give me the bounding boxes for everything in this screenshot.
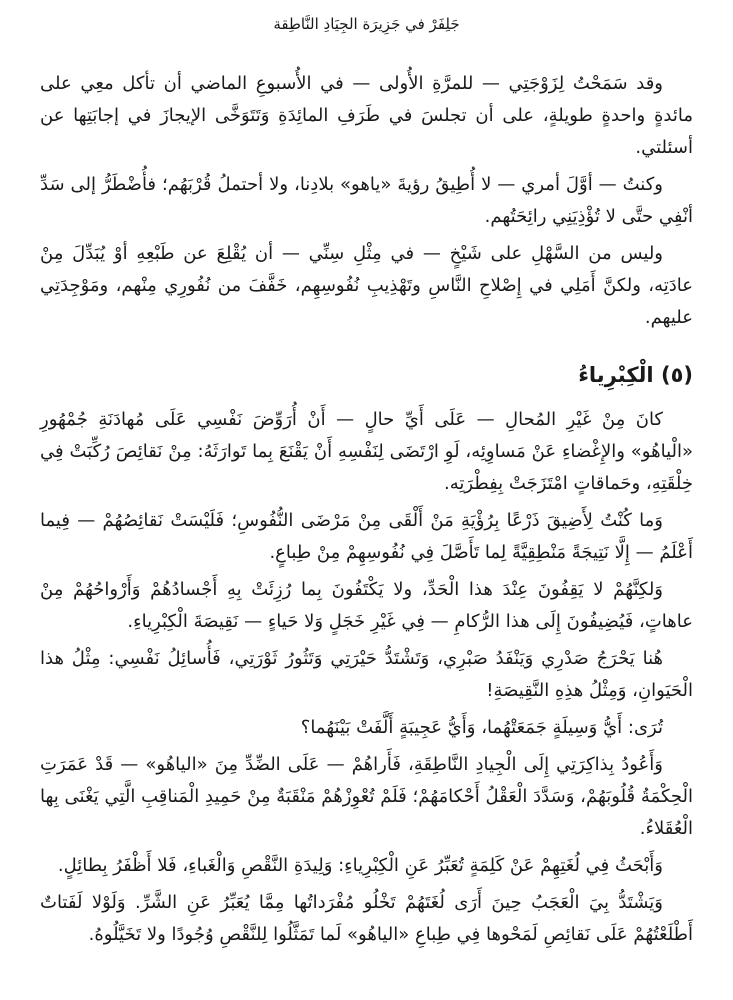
paragraph: تُرَى: أَيُّ وَسِيلَةٍ جَمَعَتْهُما، وَأَيُّ عَجِيبَةٍ أَلَّفَتْ بَيْنَهُما؟ bbox=[300, 717, 663, 738]
paragraph: وَأَبْحَثُ فِي لُغَتِهِمْ عَنْ كَلِمَةٍ تُعَبِّرُ عَنِ الْكِبْرِياءِ: وَلِيدَةِ النَّقْصِ وَالْغَباءِ، فَلا أَظْفَرُ بِطائِلٍ. bbox=[57, 855, 663, 876]
paragraph: وَلكِنَّهُمْ لا يَقِفُونَ عِنْدَ هذا الْحَدِّ، ولا يَكْتَفُونَ بِما رُزِئَتْ بِهِ أَجْسادُهُمْ وَأَرْواحُهُمْ مِنْ عاهاتٍ، فَيُضِيفُونَ إِلَى هذا الرُّكامِ — فِي غَيْرِ خَجَلٍ وَلا حَياءٍ — نَقِيصَةَ الْكِبْرِياءِ. bbox=[40, 579, 693, 632]
running-header: جَلِفَرْ في جَزِيرَة الجِيَادِ النَّاطِقة bbox=[273, 15, 460, 33]
paragraph: وكنتُ — أوَّلَ أمري — لا أُطِيقُ رؤيةَ «ياهو» بلادِنا، ولا أحتملُ قُرْبَهُم؛ فأُضْطَرُّ إلى سَدِّ أنْفِي حتَّى لا تُؤْذِيَنِي رائِحَتُهم. bbox=[40, 174, 693, 227]
paragraph: وَما كُنْتُ لِأَضِيقَ ذَرْعًا بِرُؤْيَةِ مَنْ أَلْقَى مِنْ مَرْضَى النُّفُوسِ؛ فَلَيْسَتْ نَقائِصُهُمْ — فِيما أَعْلَمُ — إِلَّا نَتِيجَةً مَنْطِقِيَّةً لِما تَأَصَّلَ فِي نُفُوسِهِمْ مِنْ طِباعٍ. bbox=[40, 510, 693, 563]
paragraph: وَأَعُودُ بِذاكِرَتِي إِلَى الْجِيادِ النَّاطِقَةِ، فَأَراهُمْ — عَلَى الضِّدِّ مِنَ «الياهُو» — قَدْ عَمَرَتِ الْحِكْمَةُ قُلُوبَهُمْ، وَسَدَّدَ الْعَقْلُ أَحْكامَهُمْ؛ فَلَمْ تُعْوِزْهُمْ مَنْقَبَةٌ مِنْ حَمِيدِ الْمَناقِبِ الَّتِي يَغْنَى بِها الْعُقَلاءُ. bbox=[40, 754, 693, 839]
paragraph: كانَ مِنْ غَيْرِ المُحالِ — عَلَى أَيِّ حالٍ — أَنْ أُرَوِّضَ نَفْسِي عَلَى مُهادَنَةِ جُمْهُورِ «الْياهُو» والإِغْضاءِ عَنْ مَساوِئِه، لَوِ ارْتَضَى لِنَفْسِهِ أَنْ يَقْنَعَ بِما تَوارَثَهُ: مِنْ نَقائِصَ رُكِّبَتْ فِي خِلْقَتِهِ، وحَماقاتٍ امْتَزَجَتْ بِفِطْرَتِه. bbox=[40, 409, 693, 494]
paragraph: وقد سَمَحْتُ لِزَوْجَتِي — للمرَّةِ الأُولى — في الأُسبوعِ الماضي أن تأكل معِي على مائدةٍ واحدةٍ طويلةٍ، على أن تجلسَ في طَرَفِ المائِدَةِ وَتَتَوَخَّى الإيجازَ في إجابَتِها عن أسئلتي. bbox=[40, 73, 693, 158]
paragraph: وليس من السَّهْلِ على شَيْخٍ — في مِثْلِ سِنِّي — أن يُقْلِعَ عن طَبْعِهِ أوْ يُبَدِّلَ مِنْ عادَتِه، ولكنَّ أَمَلِي في إِصْلاحِ النَّاسِ وتَهْذِيبِ نُفُوسِهِم، خَفَّفَ من نُفُورِي مِنْهم، ومَوْجِدَتِي عليهم. bbox=[40, 243, 693, 328]
paragraph: هُنا يَحْرَجُ صَدْرِي وَيَنْفَدُ صَبْرِي، وَتَشْتَدُّ حَيْرَتِي وَتَثُورُ ثَوْرَتِي، فَأُسائِلُ نَفْسِي: مِثْلُ هذا الْحَيَوانِ، وَمِثْلُ هذِهِ النَّقِيصَةِ! bbox=[40, 648, 693, 701]
section-number: (٥) bbox=[660, 363, 693, 387]
paragraph: وَيَشْتَدُّ بِيَ الْعَجَبُ حِينَ أَرَى لُغَتَهُمْ تَخْلُو مُفْرَداتُها مِمَّا يُعَبِّرُ عَنِ الشَّرِّ. وَلَوْلا لَفَتاتٌ أَطْلَعْتُهُمْ عَلَى نَقائِصِ لَمَحْوها فِي طِباعِ «الياهُو» لَما تَمَثَّلُوا لِلنَّقْصِ وُجُودًا ولا تَخَيَّلُوهُ. bbox=[40, 892, 693, 945]
section-heading bbox=[40, 360, 693, 390]
section-title: الْكِبْرِياءُ bbox=[578, 363, 654, 387]
